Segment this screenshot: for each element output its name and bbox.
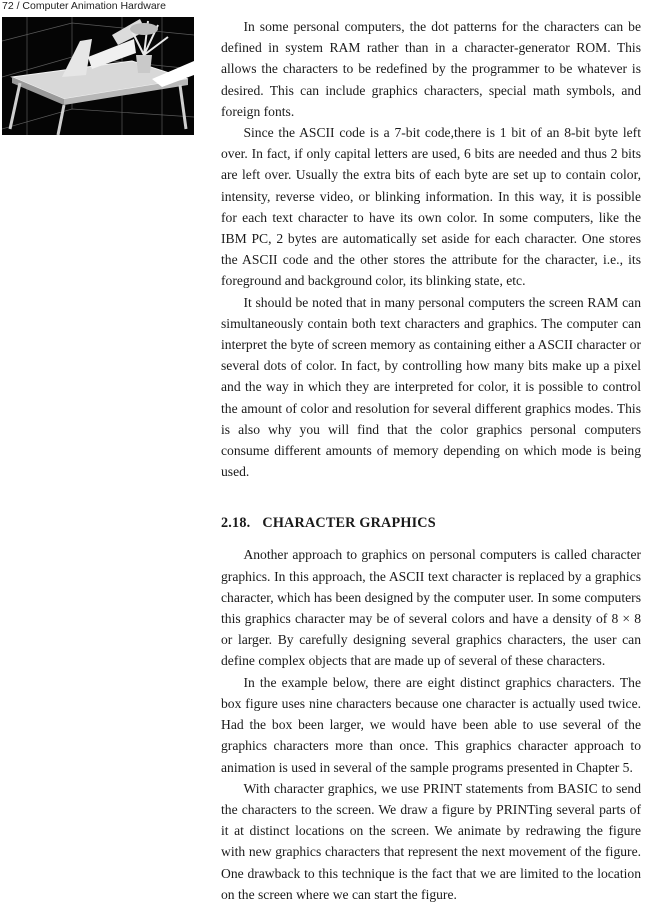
paragraph: It should be noted that in many personal computers the screen RAM can simultaneously contain both text characters and graphics. The computer can interpret the byte of screen memory as containing either a ASCII character or several dots of color. In fact, by controlling how many bits make up a pixel and the way in which they are interpreted for color, it is possible to control the amount of color and resolution for several different graphics modes. This is also why you will find that the color graphics personal computers consume different amounts of memory depending on which mode is being used. — [221, 294, 641, 480]
section-heading — [221, 513, 641, 533]
section-number: 2.18. — [221, 515, 251, 532]
paragraph: Another approach to graphics on personal computers is called character graphics. In this approach, the ASCII text character is replaced by a graphics character, which has been designed by the computer user. In some computers this graphics character may be of several colors and have a density of 8 × 8 or larger. By carefully designing several graphics characters, the user can define complex objects that are made up of several of these characters. — [221, 547, 641, 669]
running-head: 72 / Computer Animation Hardware — [2, 0, 166, 12]
paragraph: In the example below, there are eight distinct graphics characters. The box figure uses nine characters because one character is actually used twice. Had the box been larger, we would have been able to use several of the graphics characters more than once. This graphics character approach to animation is used in several of the sample programs presented in Chapter 5. — [221, 674, 641, 775]
body-text — [221, 16, 641, 905]
3d-wireframe-scene-illustration — [2, 17, 194, 135]
section-title: CHARACTER GRAPHICS — [262, 515, 436, 532]
paragraph: With character graphics, we use PRINT statements from BASIC to send the characters to the screen. We draw a figure by PRINTing several parts of it at distinct locations on the screen. We animate by redrawing the figure with new graphics characters that represent the next movement of the figure. One drawback to this technique is the fact that we are limited to the location on the screen where we can start the figure. — [221, 780, 641, 902]
scene-image — [2, 17, 194, 135]
paragraph: In some personal computers, the dot patterns for the characters can be defined in system RAM rather than in a character-generator ROM. This allows the characters to be redefined by the programmer to be whatever is desired. This can include graphics characters, special math symbols, and foreign fonts. — [221, 19, 641, 119]
paragraph: Since the ASCII code is a 7-bit code,there is 1 bit of an 8-bit byte left over. In fact, if only capital letters are used, 6 bits are needed and thus 2 bits are left over. Usually the extra bits of each byte are set up to contain color, intensity, reverse video, or blinking information. In this way, it is possible for each text character to have its own color. In some computers, like the IBM PC, 2 bytes are automatically set aside for each character. One stores the ASCII code and the other stores the attribute for the character, i.e., its foreground and background color, its blinking state, etc. — [221, 125, 641, 289]
